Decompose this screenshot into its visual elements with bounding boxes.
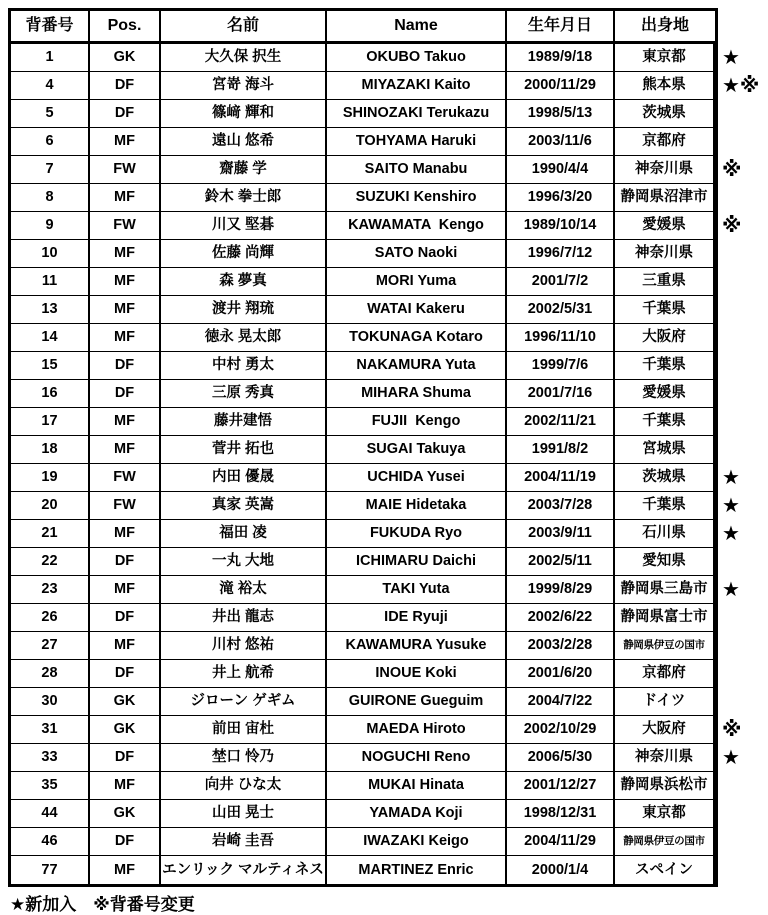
cell-name-roman: ICHIMARU Daichi	[327, 548, 507, 575]
cell-name-japanese: 前田 宙杜	[161, 716, 327, 743]
table-row	[11, 688, 715, 716]
table-row	[11, 324, 715, 352]
cell-birthdate: 2000/11/29	[507, 72, 615, 99]
cell-position: MF	[90, 184, 161, 211]
cell-jersey-number: 15	[11, 352, 90, 379]
cell-name-roman: KAWAMURA Yusuke	[327, 632, 507, 659]
cell-birthdate: 2002/5/31	[507, 296, 615, 323]
table-row	[11, 632, 715, 660]
row-marks: ★	[722, 579, 740, 601]
cell-birthdate: 2004/11/19	[507, 464, 615, 491]
cell-jersey-number: 10	[11, 240, 90, 267]
cell-birthplace: 大阪府	[615, 716, 715, 743]
cell-jersey-number: 17	[11, 408, 90, 435]
cell-birthplace: 千葉県	[615, 352, 715, 379]
cell-birthdate: 1996/3/20	[507, 184, 615, 211]
cell-name-roman: SHINOZAKI Terukazu	[327, 100, 507, 127]
cell-birthplace: 京都府	[615, 128, 715, 155]
cell-name-japanese: 川村 悠祐	[161, 632, 327, 659]
table-row	[11, 856, 715, 884]
cell-position: MF	[90, 632, 161, 659]
cell-name-japanese: 森 夢真	[161, 268, 327, 295]
cell-birthplace: 大阪府	[615, 324, 715, 351]
cell-birthdate: 1996/11/10	[507, 324, 615, 351]
row-marks: ※	[722, 215, 742, 237]
cell-name-roman: INOUE Koki	[327, 660, 507, 687]
cell-name-roman: IWAZAKI Keigo	[327, 828, 507, 855]
header-birthdate: 生年月日	[507, 11, 615, 41]
cell-jersey-number: 20	[11, 492, 90, 519]
cell-position: DF	[90, 380, 161, 407]
cell-name-roman: KAWAMATA Kengo	[327, 212, 507, 239]
cell-position: DF	[90, 72, 161, 99]
cell-name-japanese: 岩崎 圭吾	[161, 828, 327, 855]
cell-jersey-number: 18	[11, 436, 90, 463]
cell-birthplace: 東京都	[615, 800, 715, 827]
cell-birthplace: 京都府	[615, 660, 715, 687]
cell-birthdate: 2002/6/22	[507, 604, 615, 631]
cell-position: MF	[90, 324, 161, 351]
cell-jersey-number: 77	[11, 856, 90, 884]
table-row	[11, 576, 740, 604]
cell-birthplace: 愛媛県	[615, 380, 715, 407]
table-row	[11, 240, 715, 268]
cell-birthplace: 茨城県	[615, 464, 715, 491]
table-row	[11, 520, 740, 548]
cell-jersey-number: 23	[11, 576, 90, 603]
table-header-row	[11, 11, 715, 44]
cell-birthdate: 2004/7/22	[507, 688, 615, 715]
cell-birthplace: 愛媛県	[615, 212, 715, 239]
cell-jersey-number: 30	[11, 688, 90, 715]
cell-position: MF	[90, 436, 161, 463]
cell-birthdate: 2002/10/29	[507, 716, 615, 743]
cell-birthdate: 2001/7/2	[507, 268, 615, 295]
cell-birthdate: 2002/11/21	[507, 408, 615, 435]
cell-position: GK	[90, 44, 161, 71]
cell-name-japanese: 川又 堅碁	[161, 212, 327, 239]
table-row	[11, 464, 740, 492]
cell-birthdate: 2001/6/20	[507, 660, 615, 687]
cell-birthdate: 2003/7/28	[507, 492, 615, 519]
cell-position: MF	[90, 240, 161, 267]
cell-birthplace: 神奈川県	[615, 744, 715, 771]
cell-position: GK	[90, 716, 161, 743]
table-row	[11, 828, 715, 856]
cell-birthdate: 1990/4/4	[507, 156, 615, 183]
table-row	[11, 296, 715, 324]
cell-name-japanese: 齋藤 学	[161, 156, 327, 183]
table-row	[11, 716, 742, 744]
cell-name-japanese: 三原 秀真	[161, 380, 327, 407]
header-name-japanese: 名前	[161, 11, 327, 41]
cell-jersey-number: 4	[11, 72, 90, 99]
cell-name-japanese: エンリック マルティネス	[161, 856, 327, 884]
cell-name-roman: NAKAMURA Yuta	[327, 352, 507, 379]
cell-position: FW	[90, 156, 161, 183]
cell-position: DF	[90, 660, 161, 687]
cell-birthdate: 1989/9/18	[507, 44, 615, 71]
cell-jersey-number: 8	[11, 184, 90, 211]
cell-birthdate: 1989/10/14	[507, 212, 615, 239]
cell-name-japanese: 藤井建悟	[161, 408, 327, 435]
cell-jersey-number: 13	[11, 296, 90, 323]
cell-jersey-number: 5	[11, 100, 90, 127]
cell-name-roman: GUIRONE Gueguim	[327, 688, 507, 715]
cell-name-japanese: 福田 凌	[161, 520, 327, 547]
cell-name-japanese: 埜口 怜乃	[161, 744, 327, 771]
cell-jersey-number: 28	[11, 660, 90, 687]
cell-name-japanese: 山田 晃士	[161, 800, 327, 827]
cell-birthplace: 神奈川県	[615, 240, 715, 267]
cell-position: DF	[90, 100, 161, 127]
cell-birthplace: 神奈川県	[615, 156, 715, 183]
table-row	[11, 408, 715, 436]
cell-birthdate: 2006/5/30	[507, 744, 615, 771]
table-row	[11, 212, 742, 240]
cell-birthplace: 愛知県	[615, 548, 715, 575]
cell-name-roman: SATO Naoki	[327, 240, 507, 267]
cell-birthplace: ドイツ	[615, 688, 715, 715]
cell-jersey-number: 33	[11, 744, 90, 771]
cell-birthdate: 2001/12/27	[507, 772, 615, 799]
row-marks: ★	[722, 495, 740, 517]
cell-birthdate: 2002/5/11	[507, 548, 615, 575]
cell-name-japanese: 一丸 大地	[161, 548, 327, 575]
cell-name-roman: WATAI Kakeru	[327, 296, 507, 323]
cell-name-japanese: 向井 ひな太	[161, 772, 327, 799]
cell-birthdate: 1991/8/2	[507, 436, 615, 463]
table-body	[11, 44, 760, 884]
cell-birthplace: 千葉県	[615, 296, 715, 323]
cell-name-roman: MARTINEZ Enric	[327, 856, 507, 884]
row-marks: ★※	[722, 75, 760, 97]
cell-name-roman: SUZUKI Kenshiro	[327, 184, 507, 211]
cell-name-japanese: 佐藤 尚輝	[161, 240, 327, 267]
cell-birthdate: 2001/7/16	[507, 380, 615, 407]
cell-name-roman: MAIE Hidetaka	[327, 492, 507, 519]
cell-name-japanese: 渡井 翔琉	[161, 296, 327, 323]
table-row	[11, 44, 740, 72]
table-row	[11, 436, 715, 464]
cell-jersey-number: 26	[11, 604, 90, 631]
legend-text: ★新加入 ※背番号変更	[10, 895, 195, 914]
cell-position: DF	[90, 352, 161, 379]
cell-birthdate: 1998/5/13	[507, 100, 615, 127]
header-birthplace: 出身地	[640, 17, 689, 34]
cell-birthplace: 東京都	[615, 44, 715, 71]
cell-birthdate: 1999/7/6	[507, 352, 615, 379]
cell-birthdate: 2003/11/6	[507, 128, 615, 155]
table-row	[11, 492, 740, 520]
table-row	[11, 604, 715, 632]
cell-jersey-number: 9	[11, 212, 90, 239]
table-row	[11, 156, 742, 184]
row-marks: ※	[722, 719, 742, 741]
cell-name-roman: TAKI Yuta	[327, 576, 507, 603]
cell-name-roman: UCHIDA Yusei	[327, 464, 507, 491]
cell-birthplace: 石川県	[615, 520, 715, 547]
cell-position: MF	[90, 856, 161, 884]
table-row	[11, 100, 715, 128]
cell-name-japanese: 井上 航希	[161, 660, 327, 687]
cell-jersey-number: 22	[11, 548, 90, 575]
cell-birthplace: 静岡県伊豆の国市	[615, 632, 715, 659]
cell-position: FW	[90, 212, 161, 239]
cell-jersey-number: 21	[11, 520, 90, 547]
cell-position: MF	[90, 408, 161, 435]
cell-position: MF	[90, 576, 161, 603]
cell-birthdate: 1999/8/29	[507, 576, 615, 603]
cell-jersey-number: 46	[11, 828, 90, 855]
row-marks: ★	[722, 747, 740, 769]
cell-jersey-number: 1	[11, 44, 90, 71]
row-marks: ★	[722, 523, 740, 545]
table-row	[11, 184, 715, 212]
cell-position: MF	[90, 772, 161, 799]
cell-position: FW	[90, 464, 161, 491]
cell-name-japanese: 井出 龍志	[161, 604, 327, 631]
cell-name-roman: MORI Yuma	[327, 268, 507, 295]
cell-name-japanese: 鈴木 拳士郎	[161, 184, 327, 211]
table-row	[11, 380, 715, 408]
cell-birthplace: スペイン	[615, 856, 715, 884]
table-row	[11, 800, 715, 828]
cell-name-japanese: 中村 勇太	[161, 352, 327, 379]
cell-name-roman: NOGUCHI Reno	[327, 744, 507, 771]
cell-name-roman: IDE Ryuji	[327, 604, 507, 631]
cell-name-roman: YAMADA Koji	[327, 800, 507, 827]
cell-birthplace: 熊本県	[615, 72, 715, 99]
table-row	[11, 772, 715, 800]
player-roster-table	[8, 8, 760, 887]
header-position: Pos.	[90, 11, 161, 41]
cell-birthdate: 1996/7/12	[507, 240, 615, 267]
row-marks: ★	[722, 467, 740, 489]
cell-name-japanese: 滝 裕太	[161, 576, 327, 603]
cell-birthplace: 静岡県三島市	[615, 576, 715, 603]
cell-name-japanese: 徳永 晃太郎	[161, 324, 327, 351]
table-row	[11, 660, 715, 688]
cell-birthplace: 千葉県	[615, 408, 715, 435]
cell-birthplace: 静岡県伊豆の国市	[615, 828, 715, 855]
cell-jersey-number: 19	[11, 464, 90, 491]
cell-birthdate: 2000/1/4	[507, 856, 615, 884]
cell-name-roman: TOKUNAGA Kotaro	[327, 324, 507, 351]
cell-birthdate: 1998/12/31	[507, 800, 615, 827]
cell-position: FW	[90, 492, 161, 519]
cell-name-roman: MIHARA Shuma	[327, 380, 507, 407]
cell-jersey-number: 35	[11, 772, 90, 799]
cell-position: MF	[90, 128, 161, 155]
header-name-roman: Name	[327, 11, 507, 41]
table-row	[11, 744, 740, 772]
cell-jersey-number: 14	[11, 324, 90, 351]
table-row	[11, 72, 760, 100]
cell-jersey-number: 11	[11, 268, 90, 295]
cell-position: DF	[90, 744, 161, 771]
cell-birthplace: 静岡県浜松市	[615, 772, 715, 799]
cell-birthdate: 2003/2/28	[507, 632, 615, 659]
cell-birthplace: 茨城県	[615, 100, 715, 127]
cell-position: GK	[90, 688, 161, 715]
cell-name-roman: FUKUDA Ryo	[327, 520, 507, 547]
cell-position: MF	[90, 520, 161, 547]
cell-name-roman: FUJII Kengo	[327, 408, 507, 435]
cell-name-japanese: 篠﨑 輝和	[161, 100, 327, 127]
cell-birthplace: 静岡県沼津市	[615, 184, 715, 211]
cell-birthplace: 静岡県富士市	[615, 604, 715, 631]
cell-jersey-number: 7	[11, 156, 90, 183]
header-jersey-number: 背番号	[11, 11, 90, 41]
cell-name-roman: MIYAZAKI Kaito	[327, 72, 507, 99]
table-row	[11, 548, 715, 576]
table-row	[11, 128, 715, 156]
table-row	[11, 268, 715, 296]
cell-birthdate: 2003/9/11	[507, 520, 615, 547]
cell-name-japanese: ジローン ゲギム	[161, 688, 327, 715]
cell-birthplace: 宮城県	[615, 436, 715, 463]
row-marks: ※	[722, 159, 742, 181]
cell-position: GK	[90, 800, 161, 827]
cell-position: MF	[90, 268, 161, 295]
cell-position: MF	[90, 296, 161, 323]
cell-name-japanese: 大久保 択生	[161, 44, 327, 71]
cell-birthdate: 2004/11/29	[507, 828, 615, 855]
cell-name-roman: TOHYAMA Haruki	[327, 128, 507, 155]
cell-name-roman: SAITO Manabu	[327, 156, 507, 183]
cell-jersey-number: 27	[11, 632, 90, 659]
cell-position: DF	[90, 548, 161, 575]
row-marks: ★	[722, 47, 740, 69]
cell-birthplace: 三重県	[615, 268, 715, 295]
cell-name-roman: MAEDA Hiroto	[327, 716, 507, 743]
cell-jersey-number: 44	[11, 800, 90, 827]
cell-position: DF	[90, 604, 161, 631]
cell-jersey-number: 31	[11, 716, 90, 743]
table-row	[11, 352, 715, 380]
cell-name-japanese: 宮嵜 海斗	[161, 72, 327, 99]
cell-birthplace: 千葉県	[615, 492, 715, 519]
cell-name-roman: MUKAI Hinata	[327, 772, 507, 799]
cell-position: DF	[90, 828, 161, 855]
cell-name-japanese: 内田 優晟	[161, 464, 327, 491]
cell-name-japanese: 遠山 悠希	[161, 128, 327, 155]
cell-name-japanese: 真家 英嵩	[161, 492, 327, 519]
cell-jersey-number: 6	[11, 128, 90, 155]
cell-name-roman: OKUBO Takuo	[327, 44, 507, 71]
cell-name-japanese: 菅井 拓也	[161, 436, 327, 463]
cell-name-roman: SUGAI Takuya	[327, 436, 507, 463]
cell-jersey-number: 16	[11, 380, 90, 407]
